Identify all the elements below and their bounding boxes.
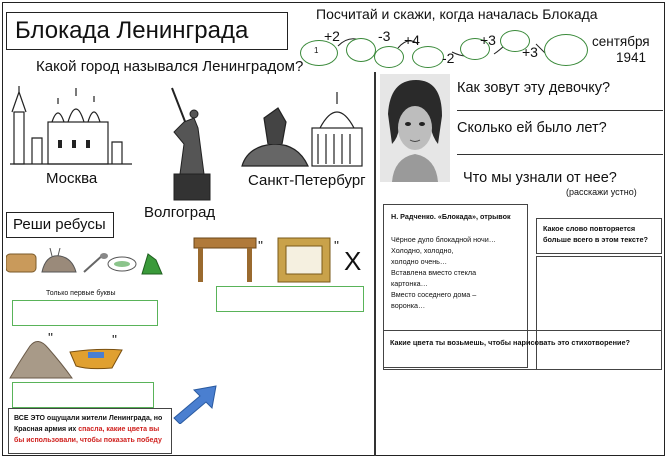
table-image [192, 234, 258, 284]
question-learned: Что мы узнали от нее? [463, 170, 617, 186]
rebus-x: X [344, 246, 362, 276]
oral-note: (расскажи устно) [566, 187, 637, 197]
saint-petersburg-image [238, 88, 368, 172]
poem-line: воронка… [391, 301, 426, 310]
month-label: сентября [592, 34, 650, 49]
rebus-answer-1[interactable] [12, 300, 158, 326]
volgograd-statue-image [150, 84, 220, 204]
answer-oval-3[interactable] [412, 46, 444, 68]
city-question: Какой город назывался Ленинградом? [36, 58, 304, 75]
answer-oval-1[interactable] [346, 38, 376, 62]
op-3: +4 [404, 32, 420, 48]
poem-line: холодно очень… [391, 257, 448, 266]
op-6: +3 [522, 44, 538, 60]
city-label-volgograd: Волгоград [144, 204, 216, 221]
op-1: +2 [324, 28, 340, 44]
rebus-answer-3[interactable] [12, 382, 154, 408]
op-5: +3 [480, 32, 496, 48]
poem-line: Холодно, холодно, [391, 246, 454, 255]
op-4: -2 [442, 50, 455, 66]
column-divider [374, 72, 376, 456]
answer-line-1[interactable] [457, 110, 663, 111]
moscow-kremlin-image [8, 82, 136, 170]
poem-line: Вместо соседнего дома – [391, 290, 477, 299]
girl-portrait-image [380, 74, 450, 182]
poem-line: Вставлена вместо стекла [391, 268, 477, 277]
answer-oval-final[interactable] [544, 34, 588, 66]
start-number: 1 [314, 46, 319, 55]
rebus-mark-2: '' [334, 238, 339, 253]
sand-pile-image [8, 336, 74, 380]
frame-image [276, 236, 332, 284]
year-label: 1941 [616, 50, 647, 65]
rebus-title: Реши ребусы [6, 212, 114, 238]
city-label-spb: Санкт-Петербург [248, 172, 366, 189]
poem-heading: Н. Радченко. «Блокада», отрывок [391, 212, 511, 221]
poem-line: картонка… [391, 279, 428, 288]
poem-line: Чёрное дуло блокадной ночи… [391, 235, 496, 244]
city-label-moscow: Москва [46, 170, 98, 187]
rebus-mark-4: '' [112, 332, 117, 347]
page-title: Блокада Ленинграда [6, 12, 288, 50]
rebus-answer-2[interactable] [216, 286, 364, 312]
count-task-title: Посчитай и скажи, когда началась Блокада [316, 6, 598, 22]
question-girl-age: Сколько ей было лет? [457, 120, 607, 136]
repeated-word-question: Какое слово повторяется больше всего в этом тексте? [536, 218, 662, 254]
rebus-mark-3: '' [48, 330, 53, 345]
rebus-pictures-row [6, 248, 166, 278]
victory-text-1: ВСЕ ЭТО ощущали жители Ленинграда, но Красная армия их [14, 415, 163, 433]
rebus-hint: Только первые буквы [46, 290, 116, 297]
answer-oval-2[interactable] [374, 46, 404, 68]
op-2: -3 [378, 28, 391, 44]
rebus-mark-1: '' [258, 238, 263, 253]
colors-question: Какие цвета ты возьмешь, чтобы нарисовать это стихотворение? [383, 330, 662, 370]
question-girl-name: Как зовут эту девочку? [457, 80, 611, 96]
answer-line-2[interactable] [457, 154, 663, 155]
blue-arrow-icon [172, 384, 220, 424]
victory-text-2: спасла, какие цвета вы бы использовали, чтобы показать победу [14, 426, 162, 444]
victory-question-box [8, 408, 172, 454]
